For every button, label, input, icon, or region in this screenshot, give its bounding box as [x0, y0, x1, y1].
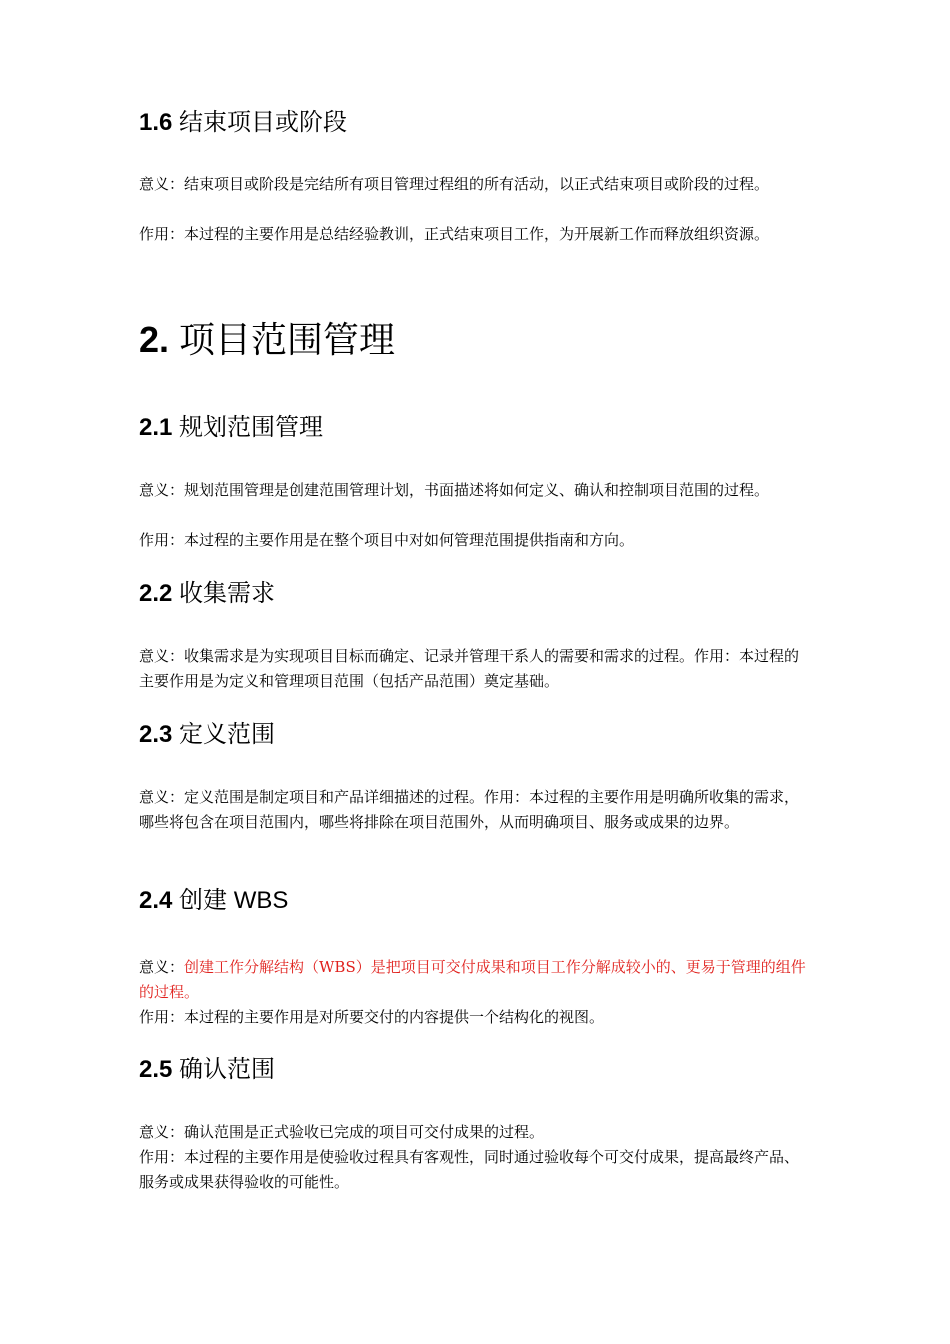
section-2-5-meaning: 意义：确认范围是正式验收已完成的项目可交付成果的过程。 — [139, 1123, 545, 1141]
chapter-heading-2 — [139, 319, 395, 361]
section-heading-1-6 — [139, 108, 347, 138]
chapter-title: 项目范围管理 — [179, 319, 396, 360]
section-title: 规划范围管理 — [179, 414, 324, 441]
section-number: 2.1 — [139, 414, 173, 441]
section-number: 2.2 — [139, 580, 173, 607]
section-heading-2-2 — [139, 579, 275, 609]
section-2-4-role: 作用：本过程的主要作用是对所要交付的内容提供一个结构化的视图。 — [139, 1008, 605, 1026]
meaning-prefix: 意义： — [139, 958, 185, 976]
section-2-5-role: 作用：本过程的主要作用是使验收过程具有客观性，同时通过验收每个可交付成果，提高最终产品、服务或成果获得验收的可能性。 — [139, 1148, 800, 1191]
section-1-6-role: 作用：本过程的主要作用是总结经验教训，正式结束项目工作，为开展新工作而释放组织资源。 — [139, 225, 770, 243]
section-title: 确认范围 — [179, 1056, 276, 1083]
section-title: 创建 WBS — [179, 887, 289, 914]
section-title: 收集需求 — [179, 580, 276, 607]
section-2-4-meaning — [139, 955, 811, 1005]
section-number: 2.5 — [139, 1056, 173, 1083]
section-number: 1.6 — [139, 109, 173, 136]
section-heading-2-3 — [139, 720, 275, 750]
section-2-2-text: 意义：收集需求是为实现项目目标而确定、记录并管理干系人的需要和需求的过程。作用：本过程的主要作用是为定义和管理项目范围（包括产品范围）奠定基础。 — [139, 647, 800, 690]
section-title: 定义范围 — [179, 721, 276, 748]
section-title: 结束项目或阶段 — [179, 109, 348, 136]
section-2-3-text: 意义：定义范围是制定项目和产品详细描述的过程。作用：本过程的主要作用是明确所收集的需求，哪些将包含在项目范围内，哪些将排除在项目范围外，从而明确项目、服务或成果的边界。 — [139, 788, 800, 831]
chapter-number: 2. — [139, 319, 170, 360]
section-heading-2-4 — [139, 886, 288, 916]
section-number: 2.3 — [139, 721, 173, 748]
section-heading-2-1 — [139, 413, 323, 443]
section-heading-2-5 — [139, 1055, 275, 1085]
section-2-1-meaning: 意义：规划范围管理是创建范围管理计划，书面描述将如何定义、确认和控制项目范围的过程。 — [139, 481, 770, 499]
meaning-highlight: 创建工作分解结构（WBS）是把项目可交付成果和项目工作分解成较小的、更易于管理的组件的过程。 — [139, 958, 806, 1001]
section-number: 2.4 — [139, 887, 173, 914]
section-1-6-meaning: 意义：结束项目或阶段是完结所有项目管理过程组的所有活动，以正式结束项目或阶段的过程。 — [139, 175, 770, 193]
section-2-1-role: 作用：本过程的主要作用是在整个项目中对如何管理范围提供指南和方向。 — [139, 531, 635, 549]
